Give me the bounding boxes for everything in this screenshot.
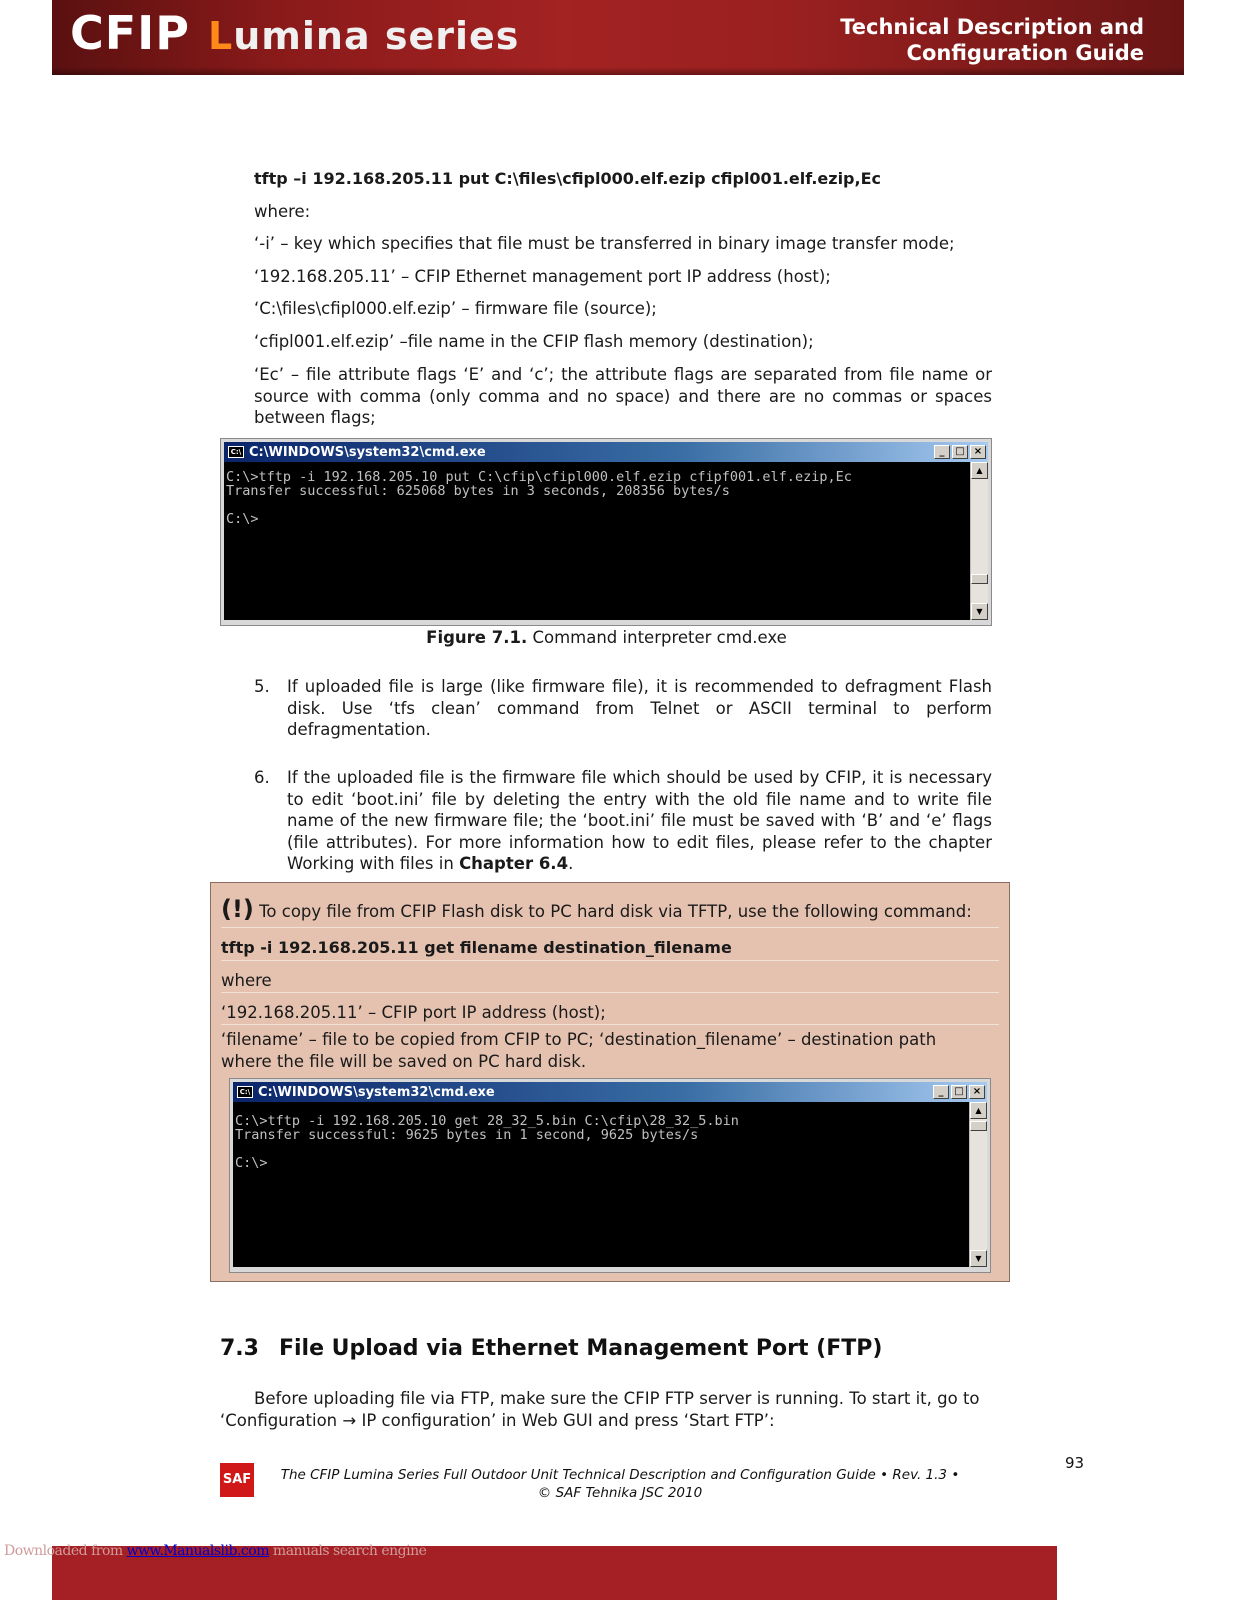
step-6-end: .	[568, 854, 574, 873]
section-intro: Before uploading file via FTP, make sure the CFIP FTP server is running. To start it, go to ‘Configuration → IP configuration’ in Web GUI and press ‘Start FTP’:	[220, 1389, 980, 1430]
section-heading	[220, 1336, 882, 1361]
cmd-body	[224, 462, 988, 620]
def-flags: ‘Ec’ – file attribute flags ‘E’ and ‘c’; the attribute flags are separated from file name or source with comma (only comma and no space) and there are no commas or spaces between flags;	[254, 365, 992, 427]
note-box	[210, 882, 1010, 1282]
cmd-titlebar	[224, 442, 988, 462]
footer-line1: The CFIP Lumina Series Full Outdoor Unit Technical Description and Configuration Guide • Rev. 1.3 •	[280, 1467, 960, 1483]
def-src: ‘C:\files\cfipl000.elf.ezip’ – firmware file (source);	[254, 299, 657, 318]
downloaded-prefix: Downloaded from	[4, 1543, 127, 1559]
subtitle-line1: Technical Description and	[840, 15, 1144, 39]
note-where: where	[221, 971, 272, 990]
cmd-title-text: C:\WINDOWS\system32\cmd.exe	[249, 444, 486, 460]
cmd-line: Transfer successful: 9625 bytes in 1 second, 9625 bytes/s	[235, 1127, 699, 1143]
page-number: 93	[1065, 1454, 1085, 1472]
cmd-icon: C:\	[228, 446, 244, 458]
footer-line2: © SAF Tehnika JSC 2010	[537, 1485, 703, 1501]
scroll-up-icon[interactable]: ▲	[970, 1102, 987, 1119]
header-banner	[52, 0, 1184, 75]
brand-title	[70, 6, 519, 60]
note-divider	[221, 992, 999, 993]
brand-l: L	[208, 14, 234, 58]
def-ip: ‘192.168.205.11’ – CFIP Ethernet management port IP address (host);	[254, 267, 831, 286]
warning-icon: (!)	[221, 895, 254, 923]
chapter-ref: Chapter 6.4	[459, 854, 569, 873]
def-dst: ‘cfipl001.elf.ezip’ –file name in the CFIP flash memory (destination);	[254, 332, 814, 351]
cmd-line: C:\>	[226, 511, 259, 527]
close-icon[interactable]: ×	[969, 1085, 985, 1099]
figure-caption	[0, 627, 1213, 649]
note-def-files: ‘filename’ – file to be copied from CFIP to PC; ‘destination_filename’ – destination path where the file will be saved on PC hard disk.	[221, 1030, 937, 1071]
step-5: If uploaded file is large (like firmware file), it is recommended to defragment Flash disk. Use ‘tfs clean’ command from Telnet or ASCII terminal to perform defragmentation.	[287, 677, 992, 739]
cmd-line: C:\>	[235, 1155, 268, 1171]
note-divider	[221, 927, 999, 928]
scroll-thumb[interactable]	[971, 574, 988, 584]
downloaded-suffix: manuals search engine	[268, 1543, 427, 1559]
scrollbar[interactable]	[970, 462, 988, 620]
step-6-text: If the uploaded file is the firmware file which should be used by CFIP, it is necessary to edit ‘boot.ini’ file by deleting the entry with the old file name and to write file name of the new firmware file; the ‘boot.ini’ file must be saved with ‘B’ and ‘e’ flags (file attributes). For more information how to edit files, please refer to the chapter Working with files in	[287, 768, 992, 873]
cmd-line: C:\>tftp -i 192.168.205.10 get 28_32_5.bin C:\cfip\28_32_5.bin	[235, 1113, 739, 1129]
note-divider	[221, 960, 999, 961]
cmd-window-get	[229, 1078, 991, 1273]
scroll-down-icon[interactable]: ▼	[970, 1250, 987, 1267]
minimize-icon[interactable]: _	[933, 1085, 949, 1099]
note-intro-text: To copy file from CFIP Flash disk to PC hard disk via TFTP, use the following command:	[253, 902, 972, 921]
step-number: 6.	[254, 768, 270, 787]
section-title: File Upload via Ethernet Management Port (FTP)	[278, 1336, 883, 1361]
cmd-line	[235, 1142, 967, 1156]
cmd-body	[233, 1102, 987, 1267]
maximize-icon[interactable]: □	[951, 1085, 967, 1099]
note-def-ip: ‘192.168.205.11’ – CFIP port IP address (host);	[221, 1003, 606, 1022]
section-number: 7.3	[220, 1336, 259, 1361]
brand-series: umina series	[233, 14, 520, 58]
cmd-line: Transfer successful: 625068 bytes in 3 seconds, 208356 bytes/s	[226, 483, 730, 499]
scroll-thumb[interactable]	[970, 1121, 987, 1131]
cmd-titlebar	[233, 1082, 987, 1102]
cmd-line	[226, 498, 968, 512]
cmd-screen	[224, 462, 970, 620]
scroll-down-icon[interactable]: ▼	[971, 603, 988, 620]
cmd-line: C:\>tftp -i 192.168.205.10 put C:\cfip\cfipl000.elf.ezip cfipf001.elf.ezip,Ec	[226, 469, 852, 485]
cmd-window-put	[220, 438, 992, 626]
def-i: ‘-i’ – key which specifies that file must be transferred in binary image transfer mode;	[254, 234, 955, 253]
brand-series-wrap	[208, 14, 519, 58]
scrollbar[interactable]	[969, 1102, 987, 1267]
figure-text: Command interpreter cmd.exe	[527, 628, 787, 647]
brand-main: CFIP	[70, 6, 191, 60]
command-put: tftp –i 192.168.205.11 put C:\files\cfipl000.elf.ezip cfipl001.elf.ezip,Ec	[254, 169, 881, 188]
figure-label: Figure 7.1.	[426, 628, 528, 647]
step-number: 5.	[254, 677, 270, 696]
cmd-icon: C:\	[237, 1086, 253, 1098]
where-label: where:	[254, 202, 311, 221]
close-icon[interactable]: ×	[970, 445, 986, 459]
minimize-icon[interactable]: _	[934, 445, 950, 459]
cmd-title-text: C:\WINDOWS\system32\cmd.exe	[258, 1084, 495, 1100]
downloaded-note	[4, 1543, 426, 1559]
step-6	[287, 767, 992, 875]
note-divider	[221, 1024, 999, 1025]
subtitle-line2: Configuration Guide	[906, 41, 1144, 65]
maximize-icon[interactable]: □	[952, 445, 968, 459]
header-subtitle	[840, 14, 1144, 66]
footer-text	[270, 1466, 970, 1502]
scroll-up-icon[interactable]: ▲	[971, 462, 988, 479]
manualslib-link[interactable]: www.Manualslib.com	[126, 1543, 269, 1559]
note-intro	[221, 895, 972, 923]
saf-logo: SAF	[220, 1463, 254, 1497]
cmd-screen	[233, 1102, 969, 1267]
note-command: tftp -i 192.168.205.11 get filename destination_filename	[221, 938, 732, 957]
